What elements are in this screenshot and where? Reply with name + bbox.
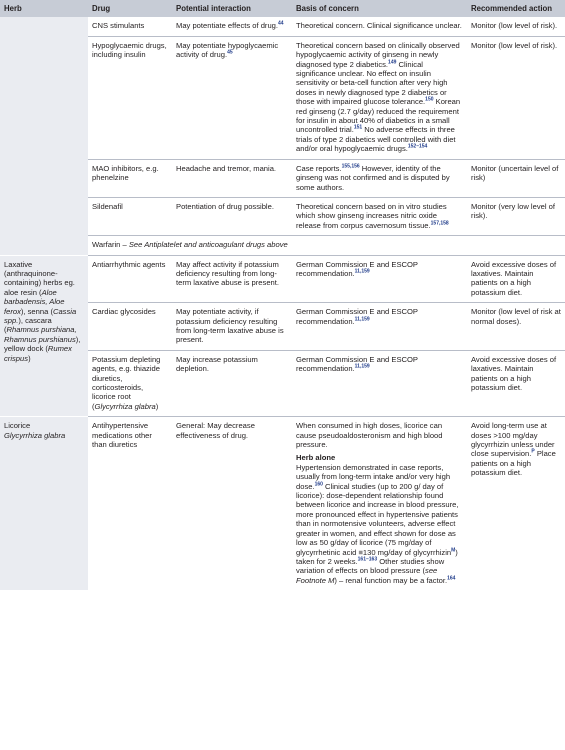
basis-cell: Case reports.$^{155,156}$ However, identity of the ginseng was not confirmed and is disputed by some authors.: [292, 159, 467, 197]
herb-cell-licorice: Licorice Glycyrrhiza glabra: [0, 417, 88, 590]
reference-superscript: 150: [425, 96, 434, 103]
basis-cell: German Commission E and ESCOP recommendation.$^{11,159}$: [292, 350, 467, 416]
drug-cell: Sildenafil: [88, 197, 172, 235]
header-potential-interaction: Potential interaction: [172, 0, 292, 17]
action-cell: Avoid excessive doses of laxatives. Maintain patients on a high potassium diet.: [467, 255, 565, 303]
reference-superscript: 11,159: [354, 363, 370, 370]
reference-superscript: 164: [447, 575, 456, 582]
interaction-cell: May potentiate effects of drug.$^{44}$: [172, 17, 292, 36]
interaction-cell: General: May decrease effectiveness of drug.: [176, 421, 255, 440]
header-basis-of-concern: Basis of concern: [292, 0, 467, 17]
basis-cell: Theoretical concern. Clinical significance unclear.: [292, 17, 467, 36]
drug-cell: MAO inhibitors, e.g. phenelzine: [88, 159, 172, 197]
basis-cell: Theoretical concern based on clinically observed hypoglycaemic activity of ginseng in newly diagnosed type 2 diabetics.$^{149}$ Clinical significance unclear. No effect on insulin sensitivity or beta-cell function after very high doses in newly diagnosed type 2 diabetics or those with impaired glucose tolerance.$^{150}$ Korean red ginseng (2.7 g/day) reduced the requirement for insulin in about 40% of diabetics in a small uncontrolled trial.$^{151}$ No adverse effects in three trials of type 2 diabetics well controlled with diet and/or oral hypoglycaemic drugs.$^{152-154}$: [292, 36, 467, 159]
interaction-cell: May potentiate activity, if potassium deficiency resulting from long-term laxative abuse is present.: [172, 303, 292, 351]
interaction-cell: Potentiation of drug possible.: [172, 197, 292, 235]
reference-superscript: 151: [353, 124, 363, 131]
drug-cell: Potassium depleting agents, e.g. thiazide diuretics, corticosteroids, licorice root (Glycyrrhiza glabra): [88, 350, 172, 416]
interaction-cell: May potentiate hypoglycaemic activity of drug.$^{45}$: [172, 36, 292, 159]
action-cell: Monitor (low level of risk at normal doses).: [467, 303, 565, 351]
interaction-cell: Headache and tremor, mania.: [172, 159, 292, 197]
warfarin-note-cell: Warfarin – See Antiplatelet and anticoagulant drugs above: [88, 236, 565, 255]
interaction-cell: May affect activity if potassium deficiency resulting from long-term laxative abuse is present.: [172, 255, 292, 303]
drug-cell: Hypoglycaemic drugs, including insulin: [88, 36, 172, 159]
basis-cell: When consumed in high doses, licorice can cause pseudoaldosteronism and high blood pressure. Herb alone Hypertension demonstrated in case reports, usually from long-term intake and/or very high dose.$^{160}$ Clinical studies (up to 200 g/ day of licorice): dose-dependent relationship found between licorice and increase in blood pressure, more pronounced effect in hypertensive patients than in normotensive volunteers, adverse effect greater in women, and effect shown for dose as low as 50 g/day of licorice (75 mg/day of glycyrrhetinic acid ≡130 mg/day of glycyrrhizin$^M$) taken for 2 weeks.$^{161-163}$ Other studies show variation of effects on blood pressure (see Footnote M) – renal function may be a factor.$^{164}$: [292, 417, 467, 590]
cross-reference-text: See Antiplatelet and anticoagulant drugs above: [128, 240, 288, 250]
action-cell: Monitor (very low level of risk).: [467, 197, 565, 235]
reference-superscript: 11,159: [354, 268, 370, 275]
subheading-herb-alone: Herb alone: [296, 453, 336, 463]
cross-reference-text: see Footnote M: [296, 566, 438, 585]
drug-cell: Antihypertensive medications other than diuretics: [92, 421, 152, 450]
reference-superscript: 44: [278, 20, 284, 27]
footnote-superscript: M: [451, 546, 456, 553]
herb-cell-ginseng-continued: [0, 17, 88, 255]
drug-cell: Antiarrhythmic agents: [88, 255, 172, 303]
header-drug: Drug: [88, 0, 172, 17]
reference-superscript: 161–163: [357, 556, 378, 563]
basis-cell: German Commission E and ESCOP recommendation.$^{11,159}$: [292, 255, 467, 303]
header-herb: Herb: [0, 0, 88, 17]
table-header-row: [0, 0, 565, 17]
reference-superscript: 155,156: [341, 163, 360, 170]
table-row: [0, 255, 565, 303]
reference-superscript: 149: [388, 59, 397, 66]
action-cell: Monitor (uncertain level of risk): [467, 159, 565, 197]
reference-superscript: 157,158: [430, 220, 449, 227]
table-row: [0, 17, 565, 36]
table-row: [0, 417, 565, 590]
reference-superscript: 152–154: [407, 143, 428, 150]
basis-cell: German Commission E and ESCOP recommendation.$^{11,159}$: [292, 303, 467, 351]
action-cell: Avoid excessive doses of laxatives. Maintain patients on a high potassium diet.: [467, 350, 565, 416]
action-cell: Monitor (low level of risk).: [467, 17, 565, 36]
basis-cell: Theoretical concern based on in vitro studies which show ginseng increases nitric oxide release from corpus cavernosum tissue.$^{157,158}$: [292, 197, 467, 235]
drug-cell: CNS stimulants: [88, 17, 172, 36]
herb-cell-laxative: Laxative (anthraquinone-containing) herbs eg. aloe resin (Aloe barbadensis, Aloe ferox), senna (Cassia spp.), cascara (Rhamnus purshiana, Rhamnus purshianus), yellow dock (Rumex crispus): [0, 255, 88, 417]
reference-superscript: 160: [314, 481, 323, 488]
action-cell: Avoid long-term use at doses >100 mg/day glycyrrhizin unless under close supervision.$^P$ Place patients on a high potassium diet.: [471, 421, 556, 478]
reference-superscript: 11,159: [354, 316, 370, 323]
action-cell: Monitor (low level of risk).: [467, 36, 565, 159]
header-recommended-action: Recommended action: [467, 0, 565, 17]
drug-cell: Cardiac glycosides: [88, 303, 172, 351]
reference-superscript: 45: [227, 49, 233, 56]
interaction-cell: May increase potassium depletion.: [172, 350, 292, 416]
footnote-superscript: P: [531, 448, 535, 455]
